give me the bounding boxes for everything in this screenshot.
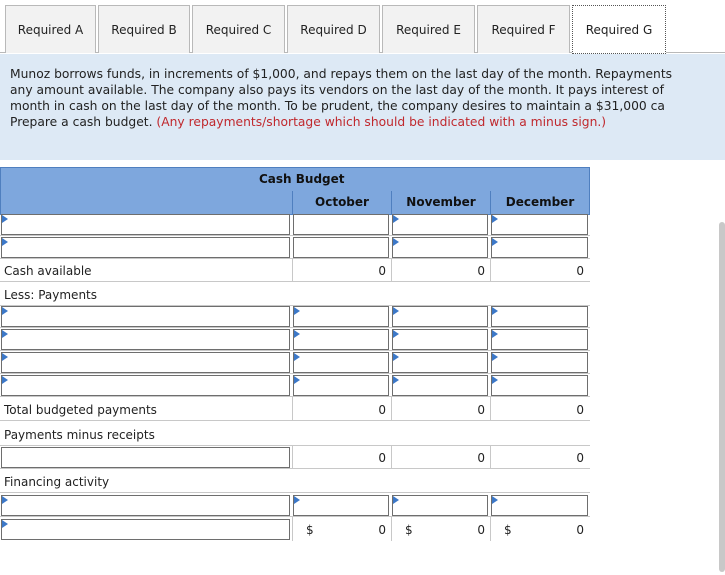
table-title: Cash Budget [259,172,345,186]
total-payments-october: 0 [378,403,386,417]
financing-activity-row [0,469,590,493]
december-input[interactable] [491,329,588,350]
instructions-panel [0,54,725,160]
ending-november: 0 [477,523,485,537]
cash-available-november: 0 [477,264,485,278]
financing-activity-label: Financing activity [4,475,110,489]
december-input[interactable] [491,237,588,258]
total-payments-december: 0 [576,403,584,417]
table-row [0,235,590,259]
dropdown-marker-icon [2,353,8,361]
payments-minus-receipts-label-row [0,422,590,446]
dropdown-marker-icon [294,330,300,338]
instructions-line-2: any amount available. The company also pays its vendors on the last day of the month. It pays interest of [10,83,664,97]
tab-required-g[interactable]: Required G [572,5,666,54]
payments-minus-receipts-label: Payments minus receipts [4,428,155,442]
column-header-december: December [505,195,575,209]
total-payments-row [0,397,590,421]
dropdown-marker-icon [294,376,300,384]
dropdown-marker-icon [2,307,8,315]
tab-required-c[interactable]: Required C [192,5,285,53]
label-input[interactable] [1,214,290,235]
dollar-sign-november: $ [405,523,413,537]
label-input[interactable] [1,447,290,468]
december-input[interactable] [491,495,588,516]
table-row [0,212,590,236]
table-title-row [0,167,590,191]
label-input[interactable] [1,519,290,540]
october-input[interactable] [293,375,389,396]
label-input[interactable] [1,495,290,516]
dropdown-marker-icon [294,353,300,361]
dropdown-marker-icon [393,496,399,504]
dropdown-marker-icon [393,215,399,223]
payments-minus-receipts-october: 0 [378,451,386,465]
dropdown-marker-icon [492,307,498,315]
tab-required-a[interactable]: Required A [5,5,96,53]
dropdown-marker-icon [2,496,8,504]
dropdown-marker-icon [492,496,498,504]
december-input[interactable] [491,352,588,373]
dropdown-marker-icon [393,330,399,338]
december-input[interactable] [491,375,588,396]
label-input[interactable] [1,237,290,258]
table-row [0,373,590,397]
dropdown-marker-icon [2,520,8,528]
dropdown-marker-icon [492,330,498,338]
october-input[interactable] [293,352,389,373]
column-header-october: October [315,195,369,209]
dropdown-marker-icon [2,238,8,246]
instructions-note: (Any repayments/shortage which should be indicated with a minus sign.) [156,115,607,129]
december-input[interactable] [491,214,588,235]
november-input[interactable] [392,352,488,373]
cash-available-october: 0 [378,264,386,278]
table-row [0,493,590,517]
instructions-line-1: Munoz borrows funds, in increments of $1,000, and repays them on the last day of the month. Repayments [10,67,673,81]
ending-balance-row [0,517,590,541]
dropdown-marker-icon [2,376,8,384]
payments-minus-receipts-row [0,445,590,469]
table-row [0,327,590,351]
november-input[interactable] [392,306,488,327]
cash-available-december: 0 [576,264,584,278]
ending-october: 0 [378,523,386,537]
cash-available-row [0,258,590,282]
october-input[interactable] [293,329,389,350]
october-input[interactable] [293,214,389,235]
dollar-sign-october: $ [306,523,314,537]
tab-required-e[interactable]: Required E [382,5,475,53]
dropdown-marker-icon [492,238,498,246]
dropdown-marker-icon [393,238,399,246]
november-input[interactable] [392,329,488,350]
table-row [0,350,590,374]
label-input[interactable] [1,306,290,327]
label-input[interactable] [1,352,290,373]
dropdown-marker-icon [294,496,300,504]
dropdown-marker-icon [294,307,300,315]
table-row [0,304,590,328]
instructions-line-4: Prepare a cash budget. (Any repayments/shortage which should be indicated with a minus sign.) [10,115,607,129]
dropdown-marker-icon [492,215,498,223]
tab-bar [0,0,725,53]
dropdown-marker-icon [2,330,8,338]
total-payments-november: 0 [477,403,485,417]
less-payments-row [0,282,590,306]
november-input[interactable] [392,214,488,235]
october-input[interactable] [293,495,389,516]
tab-required-f[interactable]: Required F [477,5,570,53]
december-input[interactable] [491,306,588,327]
dropdown-marker-icon [393,353,399,361]
less-payments-label: Less: Payments [4,288,98,302]
cash-available-label: Cash available [4,264,92,278]
column-header-november: November [406,195,476,209]
dropdown-marker-icon [492,376,498,384]
dropdown-marker-icon [2,215,8,223]
october-input[interactable] [293,306,389,327]
payments-minus-receipts-december: 0 [576,451,584,465]
october-input[interactable] [293,237,389,258]
total-payments-label: Total budgeted payments [4,403,157,417]
dropdown-marker-icon [393,307,399,315]
vertical-scrollbar[interactable] [719,222,725,572]
november-input[interactable] [392,495,488,516]
tab-required-b[interactable]: Required B [98,5,190,53]
label-input[interactable] [1,329,290,350]
november-input[interactable] [392,237,488,258]
november-input[interactable] [392,375,488,396]
dropdown-marker-icon [393,376,399,384]
ending-december: 0 [576,523,584,537]
instructions-line-3: month in cash on the last day of the month. To be prudent, the company desires to maintain a $31,000 ca [10,99,665,113]
payments-minus-receipts-november: 0 [477,451,485,465]
label-input[interactable] [1,375,290,396]
dropdown-marker-icon [492,353,498,361]
dollar-sign-december: $ [504,523,512,537]
tab-required-d[interactable]: Required D [287,5,380,53]
